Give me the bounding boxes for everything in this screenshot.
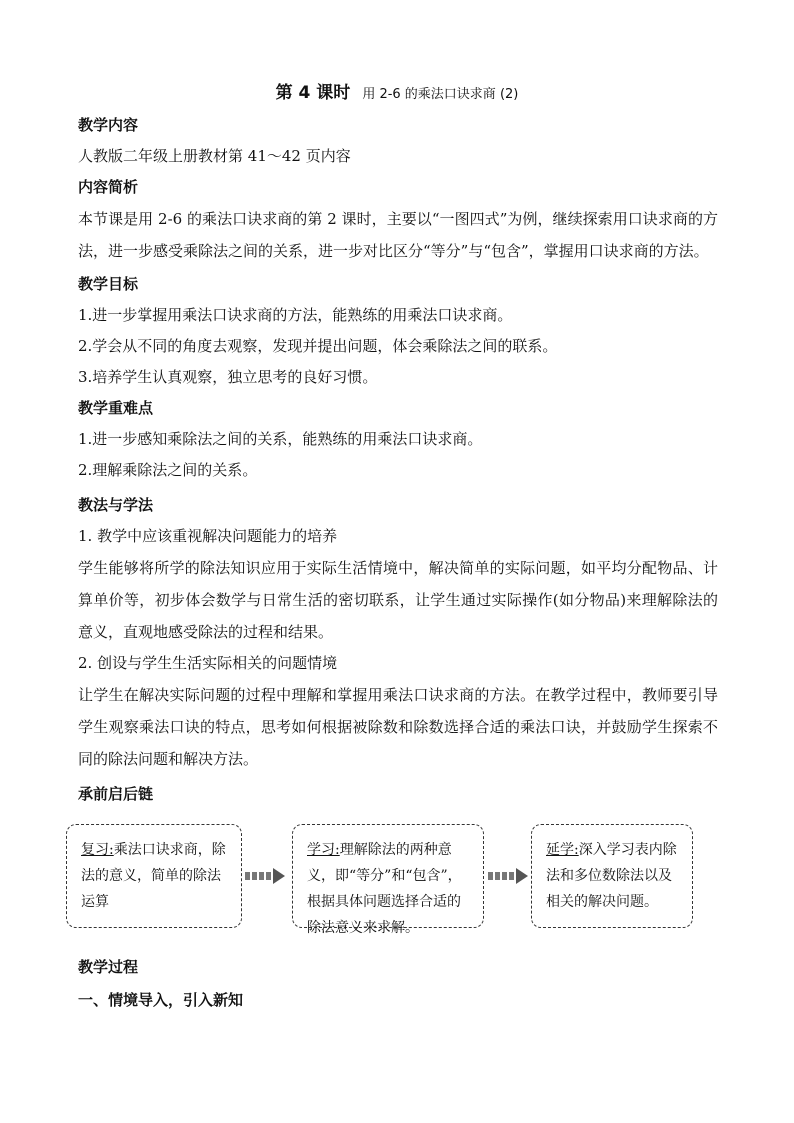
learn-label: 学习: <box>307 842 340 858</box>
summary-heading: 内容简析 <box>78 178 139 196</box>
extend-label: 延学: <box>546 842 579 858</box>
method1-text: 学生能够将所学的除法知识应用于实际生活情境中，解决简单的实际问题，如平均分配物品、计算单价等，初步体会数学与日常生活的密切联系，让学生通过实际操作(如分物品)来理解除法的意义，直观地感受除法的过程和结果。 <box>78 559 718 641</box>
goal-item: 1.进一步掌握用乘法口诀求商的方法，能熟练的用乘法口诀求商。 <box>78 306 513 324</box>
learn-text: 理解除法的两种意义，即“等分”和“包含”，根据具体问题选择合适的除法意义来求解。 <box>307 842 462 936</box>
methods-heading: 教法与学法 <box>78 496 154 514</box>
key-points-heading: 教学重难点 <box>78 399 154 417</box>
intro-heading: 一、情境导入，引入新知 <box>78 991 244 1009</box>
review-box <box>66 824 242 928</box>
review-text: 乘法口诀求商，除法的意义，简单的除法运算 <box>81 842 226 910</box>
process-heading: 教学过程 <box>78 958 139 976</box>
method1-title: 1. 教学中应该重视解决问题能力的培养 <box>78 527 338 545</box>
content-heading: 教学内容 <box>78 116 139 134</box>
lesson-chain-flow <box>78 824 718 936</box>
lesson-content <box>78 110 718 1016</box>
goals-heading: 教学目标 <box>78 275 139 293</box>
summary-text: 本节课是用 2-6 的乘法口诀求商的第 2 课时，主要以“一图四式”为例，继续探索用口诀求商的方法，进一步感受乘除法之间的关系，进一步对比区分“等分”与“包含”，掌握用口诀求商的方法。 <box>78 210 718 260</box>
goal-item: 3.培养学生认真观察，独立思考的良好习惯。 <box>78 368 378 386</box>
content-text: 人教版二年级上册教材第 41～42 页内容 <box>78 147 351 165</box>
chain-heading: 承前启后链 <box>78 785 154 803</box>
arrow-right-icon <box>488 868 534 884</box>
extend-text: 深入学习表内除法和多位数除法以及相关的解决问题。 <box>546 842 677 910</box>
lesson-title <box>0 78 794 103</box>
arrow-right-icon <box>245 868 291 884</box>
extend-box <box>531 824 693 928</box>
goal-item: 2.学会从不同的角度去观察，发现并提出问题，体会乘除法之间的联系。 <box>78 337 558 355</box>
key-point-item: 2.理解乘除法之间的关系。 <box>78 461 258 479</box>
method2-title: 2. 创设与学生生活实际相关的问题情境 <box>78 654 338 672</box>
lesson-title-main: 第 4 课时 <box>275 83 351 103</box>
key-point-item: 1.进一步感知乘除法之间的关系，能熟练的用乘法口诀求商。 <box>78 430 483 448</box>
lesson-title-sub: 用 2-6 的乘法口诀求商 (2) <box>362 87 519 102</box>
review-label: 复习: <box>81 842 114 858</box>
learn-box <box>292 824 484 936</box>
method2-text: 让学生在解决实际问题的过程中理解和掌握用乘法口诀求商的方法。在教学过程中，教师要引导学生观察乘法口诀的特点，思考如何根据被除数和除数选择合适的乘法口诀，并鼓励学生探索不同的除法问题和解决方法。 <box>78 686 718 768</box>
